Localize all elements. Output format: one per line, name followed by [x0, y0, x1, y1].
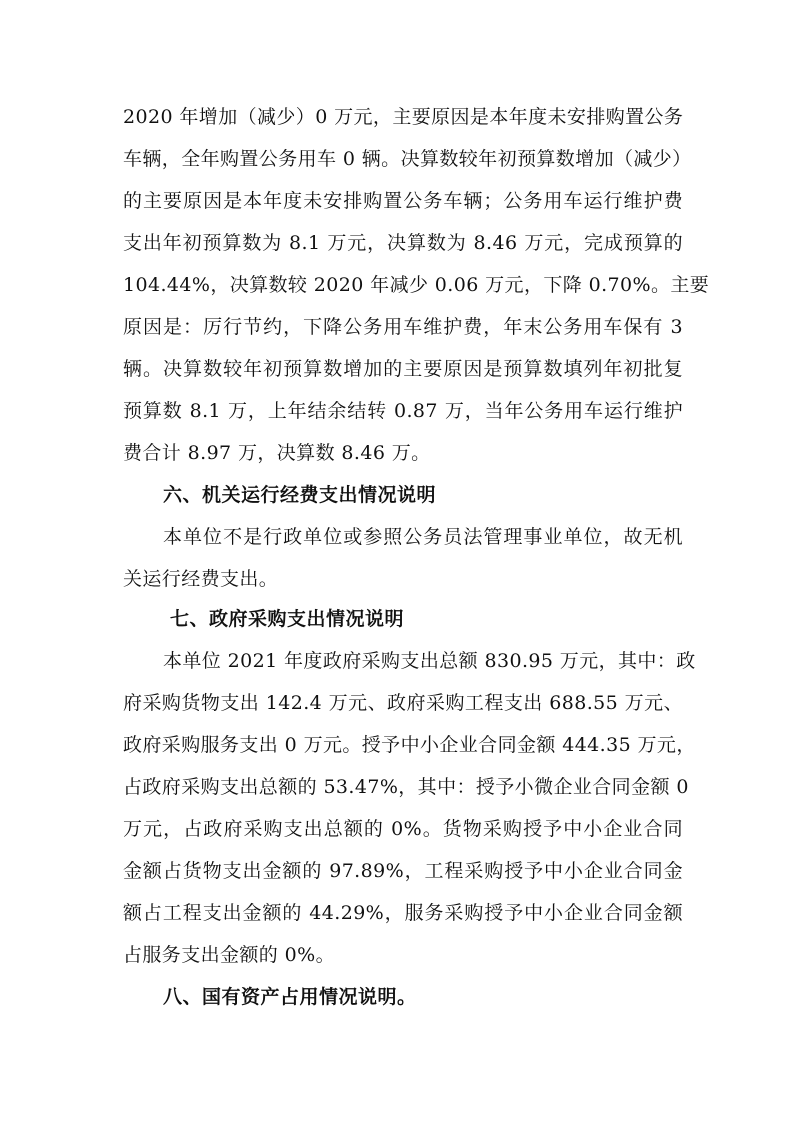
paragraph-line: 政府采购服务支出 0 万元。授予中小企业合同金额 444.35 万元，	[123, 734, 696, 756]
paragraph-line: 支出年初预算数为 8.1 万元，决算数为 8.46 万元，完成预算的	[123, 232, 683, 254]
section-heading-7: 七、政府采购支出情况说明	[170, 608, 405, 630]
paragraph-line: 费合计 8.97 万，决算数 8.46 万。	[123, 442, 431, 464]
paragraph-line: 的主要原因是本年度未安排购置公务车辆；公务用车运行维护费	[123, 190, 683, 212]
paragraph-line: 占服务支出金额的 0%。	[123, 944, 335, 966]
paragraph-line: 本单位 2021 年度政府采购支出总额 830.95 万元，其中：政	[163, 650, 696, 672]
paragraph-line: 预算数 8.1 万，上年结余结转 0.87 万，当年公务用车运行维护	[123, 400, 683, 422]
paragraph-line: 万元，占政府采购支出总额的 0%。货物采购授予中小企业合同	[123, 818, 683, 840]
paragraph-line: 104.44%，决算数较 2020 年减少 0.06 万元，下降 0.70%。主要	[123, 274, 710, 296]
section-heading-8: 八、国有资产占用情况说明。	[163, 986, 417, 1008]
paragraph-line: 本单位不是行政单位或参照公务员法管理事业单位，故无机	[163, 526, 683, 548]
paragraph-line: 关运行经费支出。	[123, 568, 279, 590]
paragraph-line: 额占工程支出金额的 44.29%，服务采购授予中小企业合同金额	[123, 902, 683, 924]
paragraph-line: 金额占货物支出金额的 97.89%，工程采购授予中小企业合同金	[123, 860, 683, 882]
paragraph-line: 原因是：厉行节约，下降公务用车维护费，年末公务用车保有 3	[123, 316, 683, 338]
paragraph-line: 府采购货物支出 142.4 万元、政府采购工程支出 688.55 万元、	[123, 692, 683, 714]
paragraph-line: 车辆，全年购置公务用车 0 辆。决算数较年初预算数增加（减少）	[123, 148, 692, 170]
paragraph-line: 辆。决算数较年初预算数增加的主要原因是预算数填列年初批复	[123, 358, 683, 380]
paragraph-line: 2020 年增加（减少）0 万元，主要原因是本年度未安排购置公务	[123, 106, 684, 128]
section-heading-6: 六、机关运行经费支出情况说明	[163, 484, 437, 506]
paragraph-line: 占政府采购支出总额的 53.47%，其中：授予小微企业合同金额 0	[123, 776, 689, 798]
